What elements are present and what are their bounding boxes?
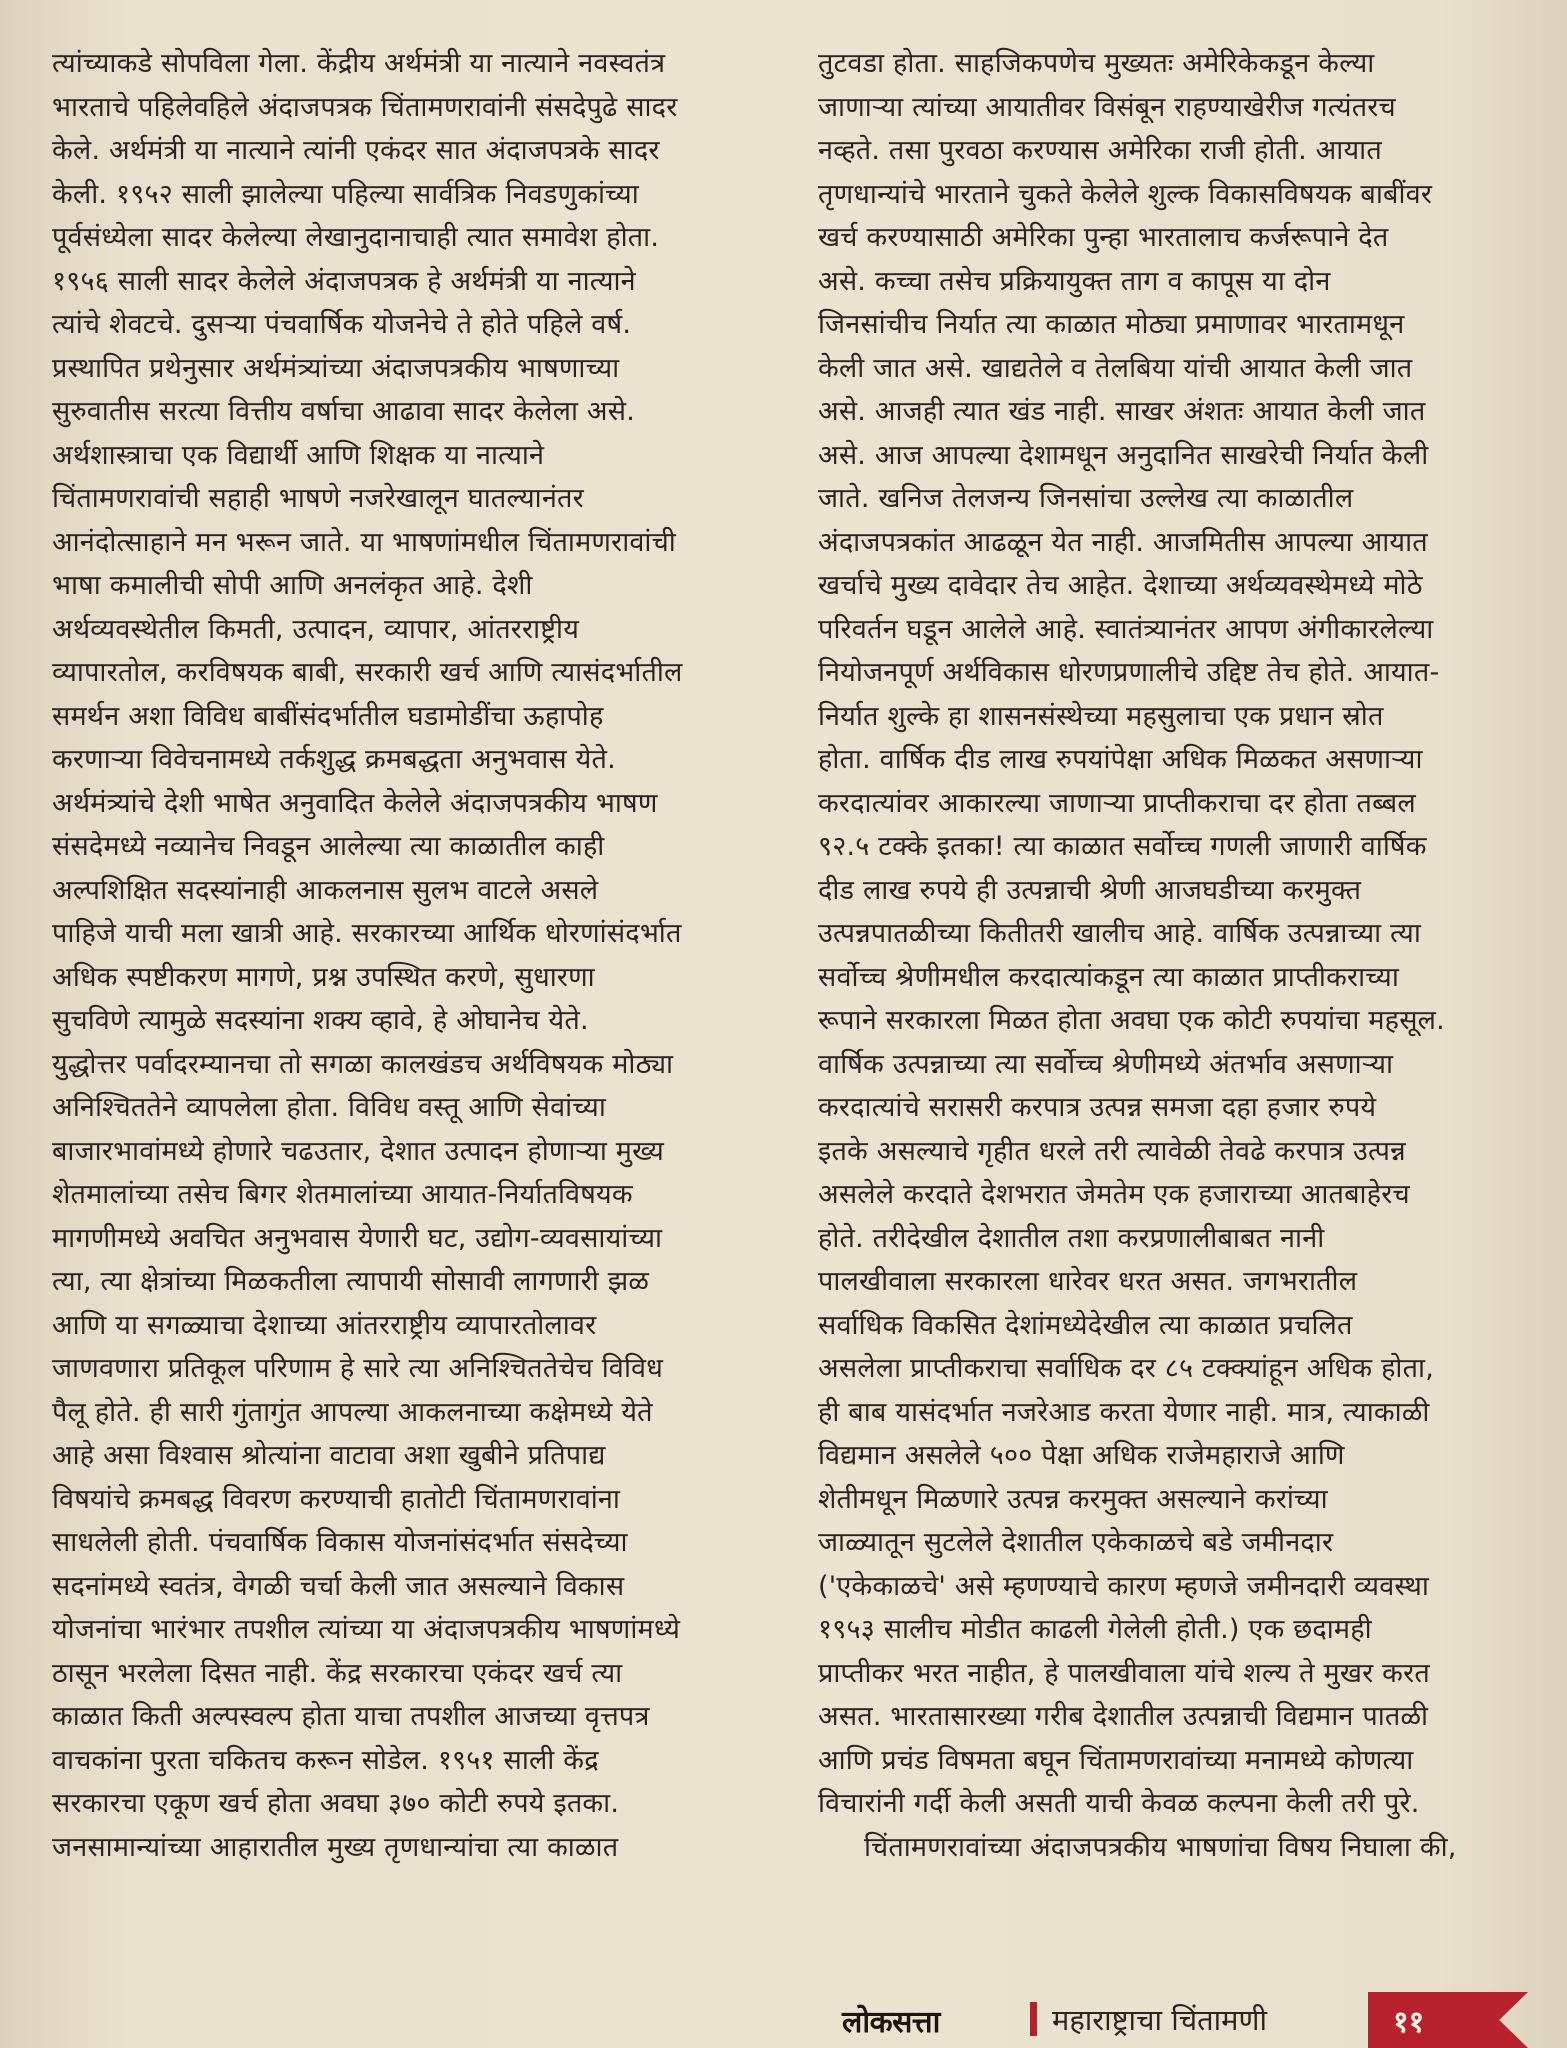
text-line: अनिश्चिततेने व्यापलेला होता. विविध वस्तू आणि सेवांच्या [52, 1092, 607, 1123]
text-line: ९२.५ टक्के इतका! त्या काळात सर्वोच्च गणली जाणारी वार्षिक [818, 831, 1427, 862]
text-line: अंदाजपत्रकांत आढळून येत नाही. आजमितीस आपल्या आयात [818, 526, 1428, 558]
text-line: जनसामान्यांच्या आहारातील मुख्य तृणधान्यांचा त्या काळात [52, 1831, 619, 1863]
text-line: खर्च करण्यासाठी अमेरिका पुन्हा भारतालाच कर्जरूपाने देत [818, 222, 1389, 253]
text-line: त्या, त्या क्षेत्रांच्या मिळकतीला त्यापायी सोसावी लागणारी झळ [52, 1266, 650, 1297]
text-line: व्यापारतोल, करविषयक बाबी, सरकारी खर्च आणि त्यासंदर्भातील [52, 657, 683, 688]
text-line: भारताचे पहिलेवहिले अंदाजपत्रक चिंतामणरावांनी संसदेपुढे सादर [52, 91, 678, 123]
text-line: वार्षिक उत्पन्नाच्या त्या सर्वोच्च श्रेणीमध्ये अंतर्भाव असणाऱ्या [818, 1048, 1394, 1080]
text-line: असत. भारतासारख्या गरीब देशातील उत्पन्नाची विद्यमान पातळी [818, 1701, 1429, 1732]
text-line: अर्थशास्त्राचा एक विद्यार्थी आणि शिक्षक या नात्याने [52, 439, 545, 471]
page-number-tab [1368, 1992, 1528, 2048]
page-number: ११ [1393, 2005, 1425, 2040]
text-line: सुरुवातीस सरत्या वित्तीय वर्षाचा आढावा सादर केलेला असे. [52, 396, 635, 427]
text-line: आहे असा विश्वास श्रोत्यांना वाटावा अशा खुबीने प्रतिपाद्य [52, 1440, 606, 1471]
text-line: विषयांचे क्रमबद्ध विवरण करण्याची हातोटी चिंतामणरावांना [52, 1483, 621, 1515]
text-line: ही बाब यासंदर्भात नजरेआड करता येणार नाही. मात्र, त्याकाळी [818, 1396, 1430, 1428]
text-line: जिनसांचीच निर्यात त्या काळात मोठ्या प्रमाणावर भारतामधून [818, 309, 1405, 340]
text-line: करदात्यांचे सरासरी करपात्र उत्पन्न समजा दहा हजार रुपये [818, 1092, 1377, 1123]
text-line: अधिक स्पष्टीकरण मागणे, प्रश्न उपस्थित करणे, सुधारणा [52, 961, 595, 993]
text-line: १९५३ सालीच मोडीत काढली गेलेली होती.) एक छदामही [818, 1614, 1372, 1645]
text-line: युद्धोत्तर पर्वादरम्यानचा तो सगळा कालखंडच अर्थविषयक मोठ्या [52, 1048, 674, 1080]
text-line: चिंतामणरावांची सहाही भाषणे नजरेखालून घातल्यानंतर [52, 483, 584, 514]
text-line: केली जात असे. खाद्यतेले व तेलबिया यांची आयात केली जात [818, 352, 1413, 384]
text-line: विद्यमान असलेले ५०० पेक्षा अधिक राजेमहाराजे आणि [818, 1440, 1345, 1471]
text-line: नव्हते. तसा पुरवठा करण्यास अमेरिका राजी होती. आयात [818, 135, 1382, 166]
text-line: सर्वाधिक विकसित देशांमध्येदेखील त्या काळात प्रचलित [818, 1309, 1353, 1341]
text-line: मागणीमध्ये अवचित अनुभवास येणारी घट, उद्योग-व्यवसायांच्या [52, 1222, 663, 1254]
text-line: नियोजनपूर्ण अर्थविकास धोरणप्रणालीचे उद्दिष्ट तेच होते. आयात- [818, 657, 1440, 688]
text-line: १९५६ साली सादर केलेले अंदाजपत्रक हे अर्थमंत्री या नात्याने [52, 265, 636, 297]
text-line: निर्यात शुल्के हा शासनसंस्थेच्या महसुलाचा एक प्रधान स्रोत [818, 700, 1384, 732]
text-line: समर्थन अशा विविध बाबींसंदर्भातील घडामोडींचा ऊहापोह [52, 700, 604, 732]
text-line: होते. तरीदेखील देशातील तशा करप्रणालीबाबत नानी [818, 1222, 1325, 1254]
text-line: असे. कच्चा तसेच प्रक्रियायुक्त ताग व कापूस या दोन [818, 265, 1331, 297]
text-line: असलेले करदाते देशभरात जेमतेम एक हजाराच्या आतबाहेरच [818, 1179, 1410, 1210]
text-line: असलेला प्राप्तीकराचा सर्वाधिक दर ८५ टक्क्यांहून अधिक होता, [818, 1353, 1434, 1384]
text-line: केले. अर्थमंत्री या नात्याने त्यांनी एकंदर सात अंदाजपत्रके सादर [52, 135, 660, 166]
text-line: अल्पशिक्षित सदस्यांनाही आकलनास सुलभ वाटले असले [52, 874, 599, 906]
text-line: जाते. खनिज तेलजन्य जिनसांचा उल्लेख त्या काळातील [818, 483, 1354, 514]
text-line: वाचकांना पुरता चकितच करून सोडेल. १९५१ साली केंद्र [52, 1744, 599, 1776]
text-line: पाहिजे याची मला खात्री आहे. सरकारच्या आर्थिक धोरणांसंदर्भात [52, 918, 682, 949]
text-line: ('एकेकाळचे' असे म्हणण्याचे कारण म्हणजे जमीनदारी व्यवस्था [818, 1570, 1430, 1602]
text-line: उत्पन्नपातळीच्या कितीतरी खालीच आहे. वार्षिक उत्पन्नाच्या त्या [818, 918, 1422, 949]
text-line: जाणाऱ्या त्यांच्या आयातीवर विसंबून राहण्याखेरीज गत्यंतरच [818, 91, 1396, 123]
text-line: सर्वोच्च श्रेणीमधील करदात्यांकडून त्या काळात प्राप्तीकराच्या [818, 961, 1400, 993]
text-line: आनंदोत्साहाने मन भरून जाते. या भाषणांमधील चिंतामणरावांची [52, 526, 676, 558]
text-line: रूपाने सरकारला मिळत होता अवघा एक कोटी रुपयांचा महसूल. [818, 1005, 1445, 1036]
text-line: साधलेली होती. पंचवार्षिक विकास योजनांसंदर्भात संसदेच्या [52, 1527, 628, 1558]
text-line: सदनांमध्ये स्वतंत्र, वेगळी चर्चा केली जात असल्याने विकास [52, 1570, 625, 1602]
text-line: जाणवणारा प्रतिकूल परिणाम हे सारे त्या अनिश्चिततेचेच विविध [52, 1353, 664, 1384]
text-line: काळात किती अल्पस्वल्प होता याचा तपशील आजच्या वृत्तपत्र [52, 1701, 650, 1732]
text-line: होता. वार्षिक दीड लाख रुपयांपेक्षा अधिक मिळकत असणाऱ्या [818, 744, 1423, 775]
text-line: पूर्वसंध्येला सादर केलेल्या लेखानुदानाचाही त्यात समावेश होता. [52, 222, 660, 253]
text-line: आणि या सगळ्याचा देशाच्या आंतरराष्ट्रीय व्यापारतोलावर [52, 1309, 597, 1341]
paragraph-start-line: चिंतामणरावांच्या अंदाजपत्रकीय भाषणांचा विषय निघाला की, [864, 1831, 1457, 1863]
text-line: संसदेमध्ये नव्यानेच निवडून आलेल्या त्या काळातील काही [52, 831, 605, 862]
text-line: दीड लाख रुपये ही उत्पन्नाची श्रेणी आजघडीच्या करमुक्त [818, 874, 1362, 906]
text-line: तृणधान्यांचे भारताने चुकते केलेले शुल्क विकासविषयक बाबींवर [818, 178, 1433, 210]
text-line: जाळ्यातून सुटलेले देशातील एकेकाळचे बडे जमीनदार [818, 1527, 1334, 1558]
text-line: आणि प्रचंड विषमता बघून चिंतामणरावांच्या मनामध्ये कोणत्या [818, 1744, 1414, 1776]
text-line: करणाऱ्या विवेचनामध्ये तर्कशुद्ध क्रमबद्धता अनुभवास येते. [52, 744, 616, 775]
text-line: भाषा कमालीची सोपी आणि अनलंकृत आहे. देशी [52, 570, 533, 601]
section-title: महाराष्ट्राचा चिंतामणी [1052, 2003, 1268, 2037]
text-line: बाजारभावांमध्ये होणारे चढउतार, देशात उत्पादन होणाऱ्या मुख्य [52, 1135, 664, 1167]
text-line: पैलू होते. ही सारी गुंतागुंत आपल्या आकलनाच्या कक्षेमध्ये येते [52, 1396, 653, 1428]
text-line: शेतमालांच्या तसेच बिगर शेतमालांच्या आयात-निर्यातविषयक [52, 1179, 633, 1210]
text-line: शेतीमधून मिळणारे उत्पन्न करमुक्त असल्याने करांच्या [818, 1483, 1328, 1515]
text-line: केली. १९५२ साली झालेल्या पहिल्या सार्वत्रिक निवडणुकांच्या [52, 178, 639, 210]
text-line: प्राप्तीकर भरत नाहीत, हे पालखीवाला यांचे शल्य ते मुखर करत [818, 1657, 1430, 1689]
text-line: खर्चाचे मुख्य दावेदार तेच आहेत. देशाच्या अर्थव्यवस्थेमध्ये मोठे [818, 570, 1423, 601]
text-line: योजनांचा भारंभार तपशील त्यांच्या या अंदाजपत्रकीय भाषणांमध्ये [52, 1614, 681, 1645]
text-line: अर्थव्यवस्थेतील किमती, उत्पादन, व्यापार, आंतरराष्ट्रीय [52, 613, 580, 645]
text-line: इतके असल्याचे गृहीत धरले तरी त्यावेळी तेवढे करपात्र उत्पन्न [818, 1135, 1406, 1167]
left-text-column [52, 42, 784, 1869]
text-line: पालखीवाला सरकारला धारेवर धरत असत. जगभरातील [818, 1266, 1358, 1297]
text-line: तुटवडा होता. साहजिकपणेच मुख्यतः अमेरिकेकडून केल्या [818, 48, 1375, 79]
text-line: असे. आज आपल्या देशामधून अनुदानित साखरेची निर्यात केली [818, 439, 1429, 471]
text-line: असे. आजही त्यात खंड नाही. साखर अंशतः आयात केली जात [818, 396, 1426, 427]
text-line: सरकारचा एकूण खर्च होता अवघा ३७० कोटी रुपये इतका. [52, 1788, 620, 1819]
text-line: विचारांनी गर्दी केली असती याची केवळ कल्पना केली तरी पुरे. [818, 1788, 1420, 1819]
text-line: सुचविणे त्यामुळे सदस्यांना शक्य व्हावे, हे ओघानेच येते. [52, 1005, 589, 1036]
text-line: ठासून भरलेला दिसत नाही. केंद्र सरकारचा एकंदर खर्च त्या [52, 1657, 623, 1689]
text-line: अर्थमंत्र्यांचे देशी भाषेत अनुवादित केलेले अंदाजपत्रकीय भाषण [52, 787, 658, 819]
text-line: परिवर्तन घडून आलेले आहे. स्वातंत्र्यानंतर आपण अंगीकारलेल्या [818, 613, 1434, 645]
text-line: त्यांचे शेवटचे. दुसऱ्या पंचवार्षिक योजनेचे ते होते पहिले वर्ष. [52, 309, 632, 340]
text-line: करदात्यांवर आकारल्या जाणाऱ्या प्राप्तीकराचा दर होता तब्बल [818, 787, 1416, 819]
publication-logo: लोकसत्ता [842, 2005, 940, 2040]
page-footer [0, 1990, 1567, 2048]
right-text-column [818, 42, 1530, 1869]
text-line: प्रस्थापित प्रथेनुसार अर्थमंत्र्यांच्या अंदाजपत्रकीय भाषणाच्या [52, 352, 620, 384]
footer-separator [1030, 2002, 1037, 2036]
text-line: त्यांच्याकडे सोपविला गेला. केंद्रीय अर्थमंत्री या नात्याने नवस्वतंत्र [52, 48, 666, 79]
